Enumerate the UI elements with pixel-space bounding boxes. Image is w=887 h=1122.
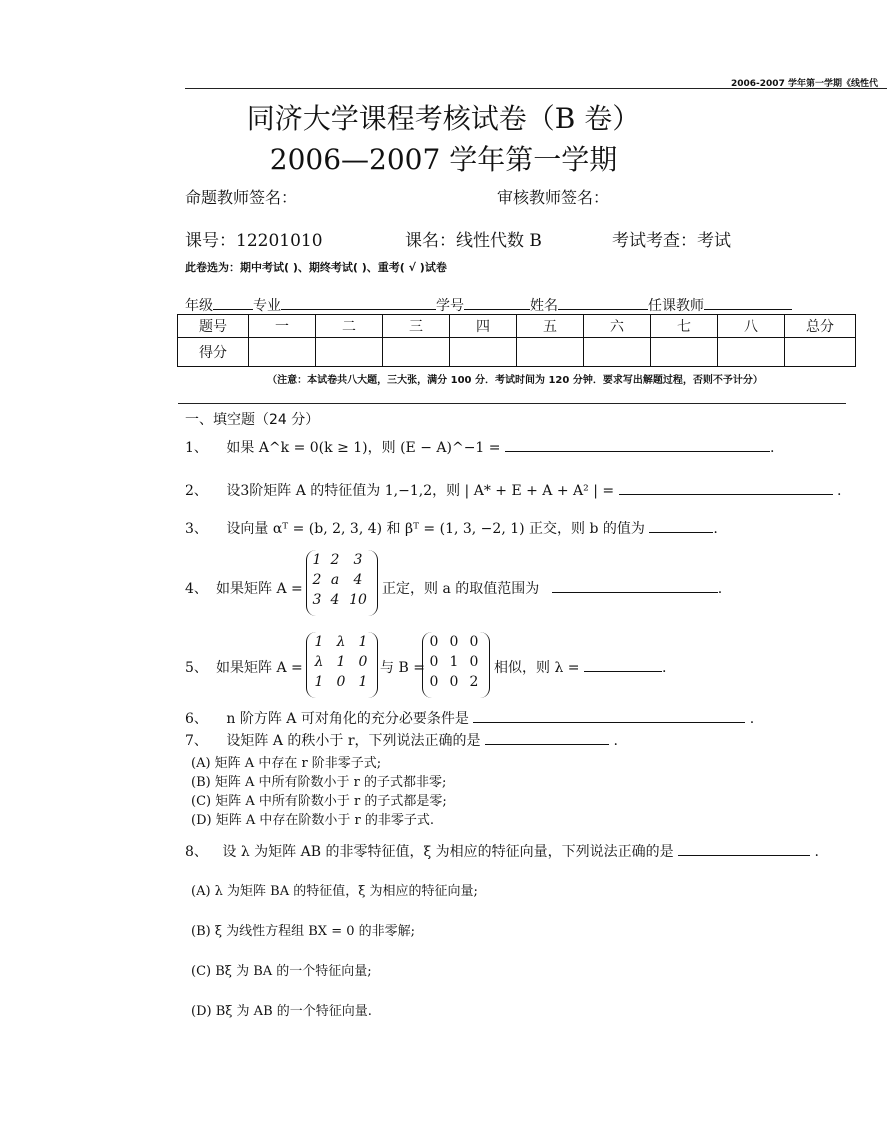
score-table-header-row (178, 315, 856, 338)
question-3 (185, 518, 718, 538)
matrix-entry: λ (336, 634, 346, 650)
score-cell[interactable] (316, 338, 383, 367)
q7-option-b: (B) 矩阵 A 中所有阶数小于 r 的子式都非零; (191, 775, 447, 790)
q8-option-c: (C) Bξ 为 BA 的一个特征向量; (191, 964, 372, 979)
matrix-entry: 0 (429, 674, 439, 690)
question-6 (185, 708, 754, 728)
question-number: 8、 (185, 844, 208, 860)
header-running-title: 2006-2007 学年第一学期《线性代 (731, 79, 878, 89)
matrix-entry: 0 (429, 634, 439, 650)
score-header: 三 (383, 315, 450, 338)
matrix-entry: 2 (312, 572, 322, 588)
exam-term: 2006—2007 学年第一学期 (269, 143, 618, 176)
score-cell[interactable] (718, 338, 785, 367)
score-header: 八 (718, 315, 785, 338)
question-end: . (661, 660, 667, 676)
question-2 (185, 480, 841, 500)
answer-blank[interactable] (584, 657, 662, 672)
score-table-score-row (178, 338, 856, 367)
score-cell[interactable] (383, 338, 450, 367)
matrix-entry: 1 (358, 634, 368, 650)
paper-selection: 此卷选为：期中考试( )、期终考试( )、重考( √ )试卷 (185, 261, 447, 274)
teacher-blank (704, 295, 792, 310)
matrix-entry: 0 (336, 674, 346, 690)
matrix-entry: 0 (449, 674, 459, 690)
grade-label: 年级 (185, 298, 213, 314)
matrix-entry: 1 (312, 552, 322, 568)
score-header: 题号 (178, 315, 249, 338)
answer-blank[interactable] (473, 708, 745, 723)
matrix-entry: 3 (312, 592, 322, 608)
matrix-entry: 0 (469, 654, 479, 670)
score-cell[interactable] (584, 338, 651, 367)
question-4-post (382, 578, 722, 598)
matrix-entry: 3 (353, 552, 363, 568)
question-number: 3、 (185, 521, 208, 537)
question-4-pre: 如果矩阵 A = (216, 581, 303, 597)
matrix-entry: λ (314, 654, 324, 670)
id-blank (464, 295, 530, 310)
exam-type: 考试考查：考试 (612, 231, 731, 251)
question-number: 7、 (185, 733, 208, 749)
matrix-a-q4-entries (308, 552, 376, 608)
question-number: 1、 (185, 440, 208, 456)
matrix-entry: 0 (429, 654, 439, 670)
question-4-number: 4、 (185, 581, 208, 597)
matrix-b-q5-entries (424, 634, 486, 690)
setter-signature-label: 命题教师签名： (185, 188, 298, 207)
score-header: 六 (584, 315, 651, 338)
name-label: 姓名 (530, 298, 558, 314)
question-end: . (837, 483, 842, 499)
matrix-a-q5-entries (308, 634, 374, 690)
score-cell[interactable] (249, 338, 316, 367)
question-end: . (717, 581, 723, 597)
matrix-entry: 10 (349, 592, 367, 608)
matrix-entry: 0 (469, 634, 479, 650)
question-5-number: 5、 (185, 660, 208, 676)
q8-option-b: (B) ξ 为线性方程组 BX = 0 的非零解; (191, 924, 416, 939)
reviewer-signature-label: 审核教师签名： (497, 188, 610, 207)
student-info-line (185, 295, 792, 315)
score-header: 二 (316, 315, 383, 338)
matrix-entry: 1 (358, 674, 368, 690)
question-text: 设 λ 为矩阵 AB 的非零特征值，ξ 为相应的特征向量，下列说法正确的是 (222, 844, 674, 860)
matrix-entry: 4 (330, 592, 340, 608)
question-5-pre: 如果矩阵 A = (216, 660, 303, 676)
name-blank (558, 295, 648, 310)
q7-option-a: (A) 矩阵 A 中存在 r 阶非零子式; (191, 756, 382, 771)
question-end: . (769, 440, 775, 456)
score-row-label: 得分 (178, 338, 249, 367)
score-header: 总分 (785, 315, 856, 338)
exam-title: 同济大学课程考核试卷（B 卷） (246, 102, 641, 135)
id-label: 学号 (436, 298, 464, 314)
matrix-entry: 1 (314, 634, 324, 650)
q7-option-c: (C) 矩阵 A 中所有阶数小于 r 的子式都是零; (191, 794, 447, 809)
score-cell[interactable] (785, 338, 856, 367)
exam-note: （注意：本试卷共八大题，三大张，满分 100 分．考试时间为 120 分钟．要求写出解题过程，否则不予计分） (267, 375, 763, 386)
score-header: 五 (517, 315, 584, 338)
score-header: 四 (450, 315, 517, 338)
question-5-post (494, 657, 666, 677)
q8-option-a: (A) λ 为矩阵 BA 的特征值，ξ 为相应的特征向量; (191, 884, 478, 899)
question-text: 相似，则 λ = (494, 660, 580, 676)
question-text: 如果 A^k = 0(k ≥ 1)，则 (E − A)^−1 = (226, 440, 501, 456)
question-number: 6、 (185, 711, 208, 727)
answer-blank[interactable] (619, 480, 833, 495)
question-7 (185, 730, 618, 750)
question-text: 设3阶矩阵 A 的特征值为 1,−1,2，则 | A* + E + A + A² | = (226, 483, 615, 499)
answer-blank[interactable] (678, 841, 810, 856)
score-cell[interactable] (450, 338, 517, 367)
matrix-entry: 0 (449, 634, 459, 650)
matrix-entry: 2 (330, 552, 340, 568)
answer-blank[interactable] (485, 730, 609, 745)
matrix-entry: 4 (353, 572, 363, 588)
teacher-label: 任课教师 (648, 298, 704, 314)
matrix-entry: 1 (314, 674, 324, 690)
q8-option-d: (D) Bξ 为 AB 的一个特征向量. (191, 1004, 372, 1019)
answer-blank[interactable] (552, 578, 718, 593)
course-name: 课名：线性代数 B (405, 231, 542, 251)
question-8 (185, 841, 819, 861)
question-end: . (814, 844, 819, 860)
matrix-entry: 1 (449, 654, 459, 670)
question-number: 2、 (185, 483, 208, 499)
question-end: . (613, 733, 618, 749)
question-5-mid: 与 B = (380, 660, 425, 676)
matrix-entry: a (330, 572, 340, 588)
score-cell[interactable] (517, 338, 584, 367)
question-end: . (713, 521, 718, 537)
major-blank (281, 295, 436, 310)
answer-blank[interactable] (649, 518, 713, 533)
section-1-title: 一、填空题（24 分） (185, 412, 320, 428)
major-label: 专业 (253, 298, 281, 314)
question-text: 设向量 αᵀ = (b, 2, 3, 4) 和 βᵀ = (1, 3, −2, 1) 正交，则 b 的值为 (226, 521, 645, 537)
answer-blank[interactable] (505, 437, 770, 452)
question-text: n 阶方阵 A 可对角化的充分必要条件是 (226, 711, 469, 727)
score-header: 七 (651, 315, 718, 338)
score-cell[interactable] (651, 338, 718, 367)
question-text: 正定，则 a 的取值范围为 (382, 581, 540, 597)
matrix-entry: 1 (336, 654, 346, 670)
course-code: 课号：12201010 (185, 231, 323, 251)
matrix-entry: 0 (358, 654, 368, 670)
question-text: 设矩阵 A 的秩小于 r，下列说法正确的是 (226, 733, 481, 749)
section-rule (178, 403, 846, 404)
question-1 (185, 437, 774, 457)
grade-blank (213, 295, 253, 310)
q7-option-d: (D) 矩阵 A 中存在阶数小于 r 的非零子式. (191, 813, 434, 828)
question-end: . (749, 711, 755, 727)
score-header: 一 (249, 315, 316, 338)
score-table (177, 314, 856, 367)
matrix-entry: 2 (469, 674, 479, 690)
